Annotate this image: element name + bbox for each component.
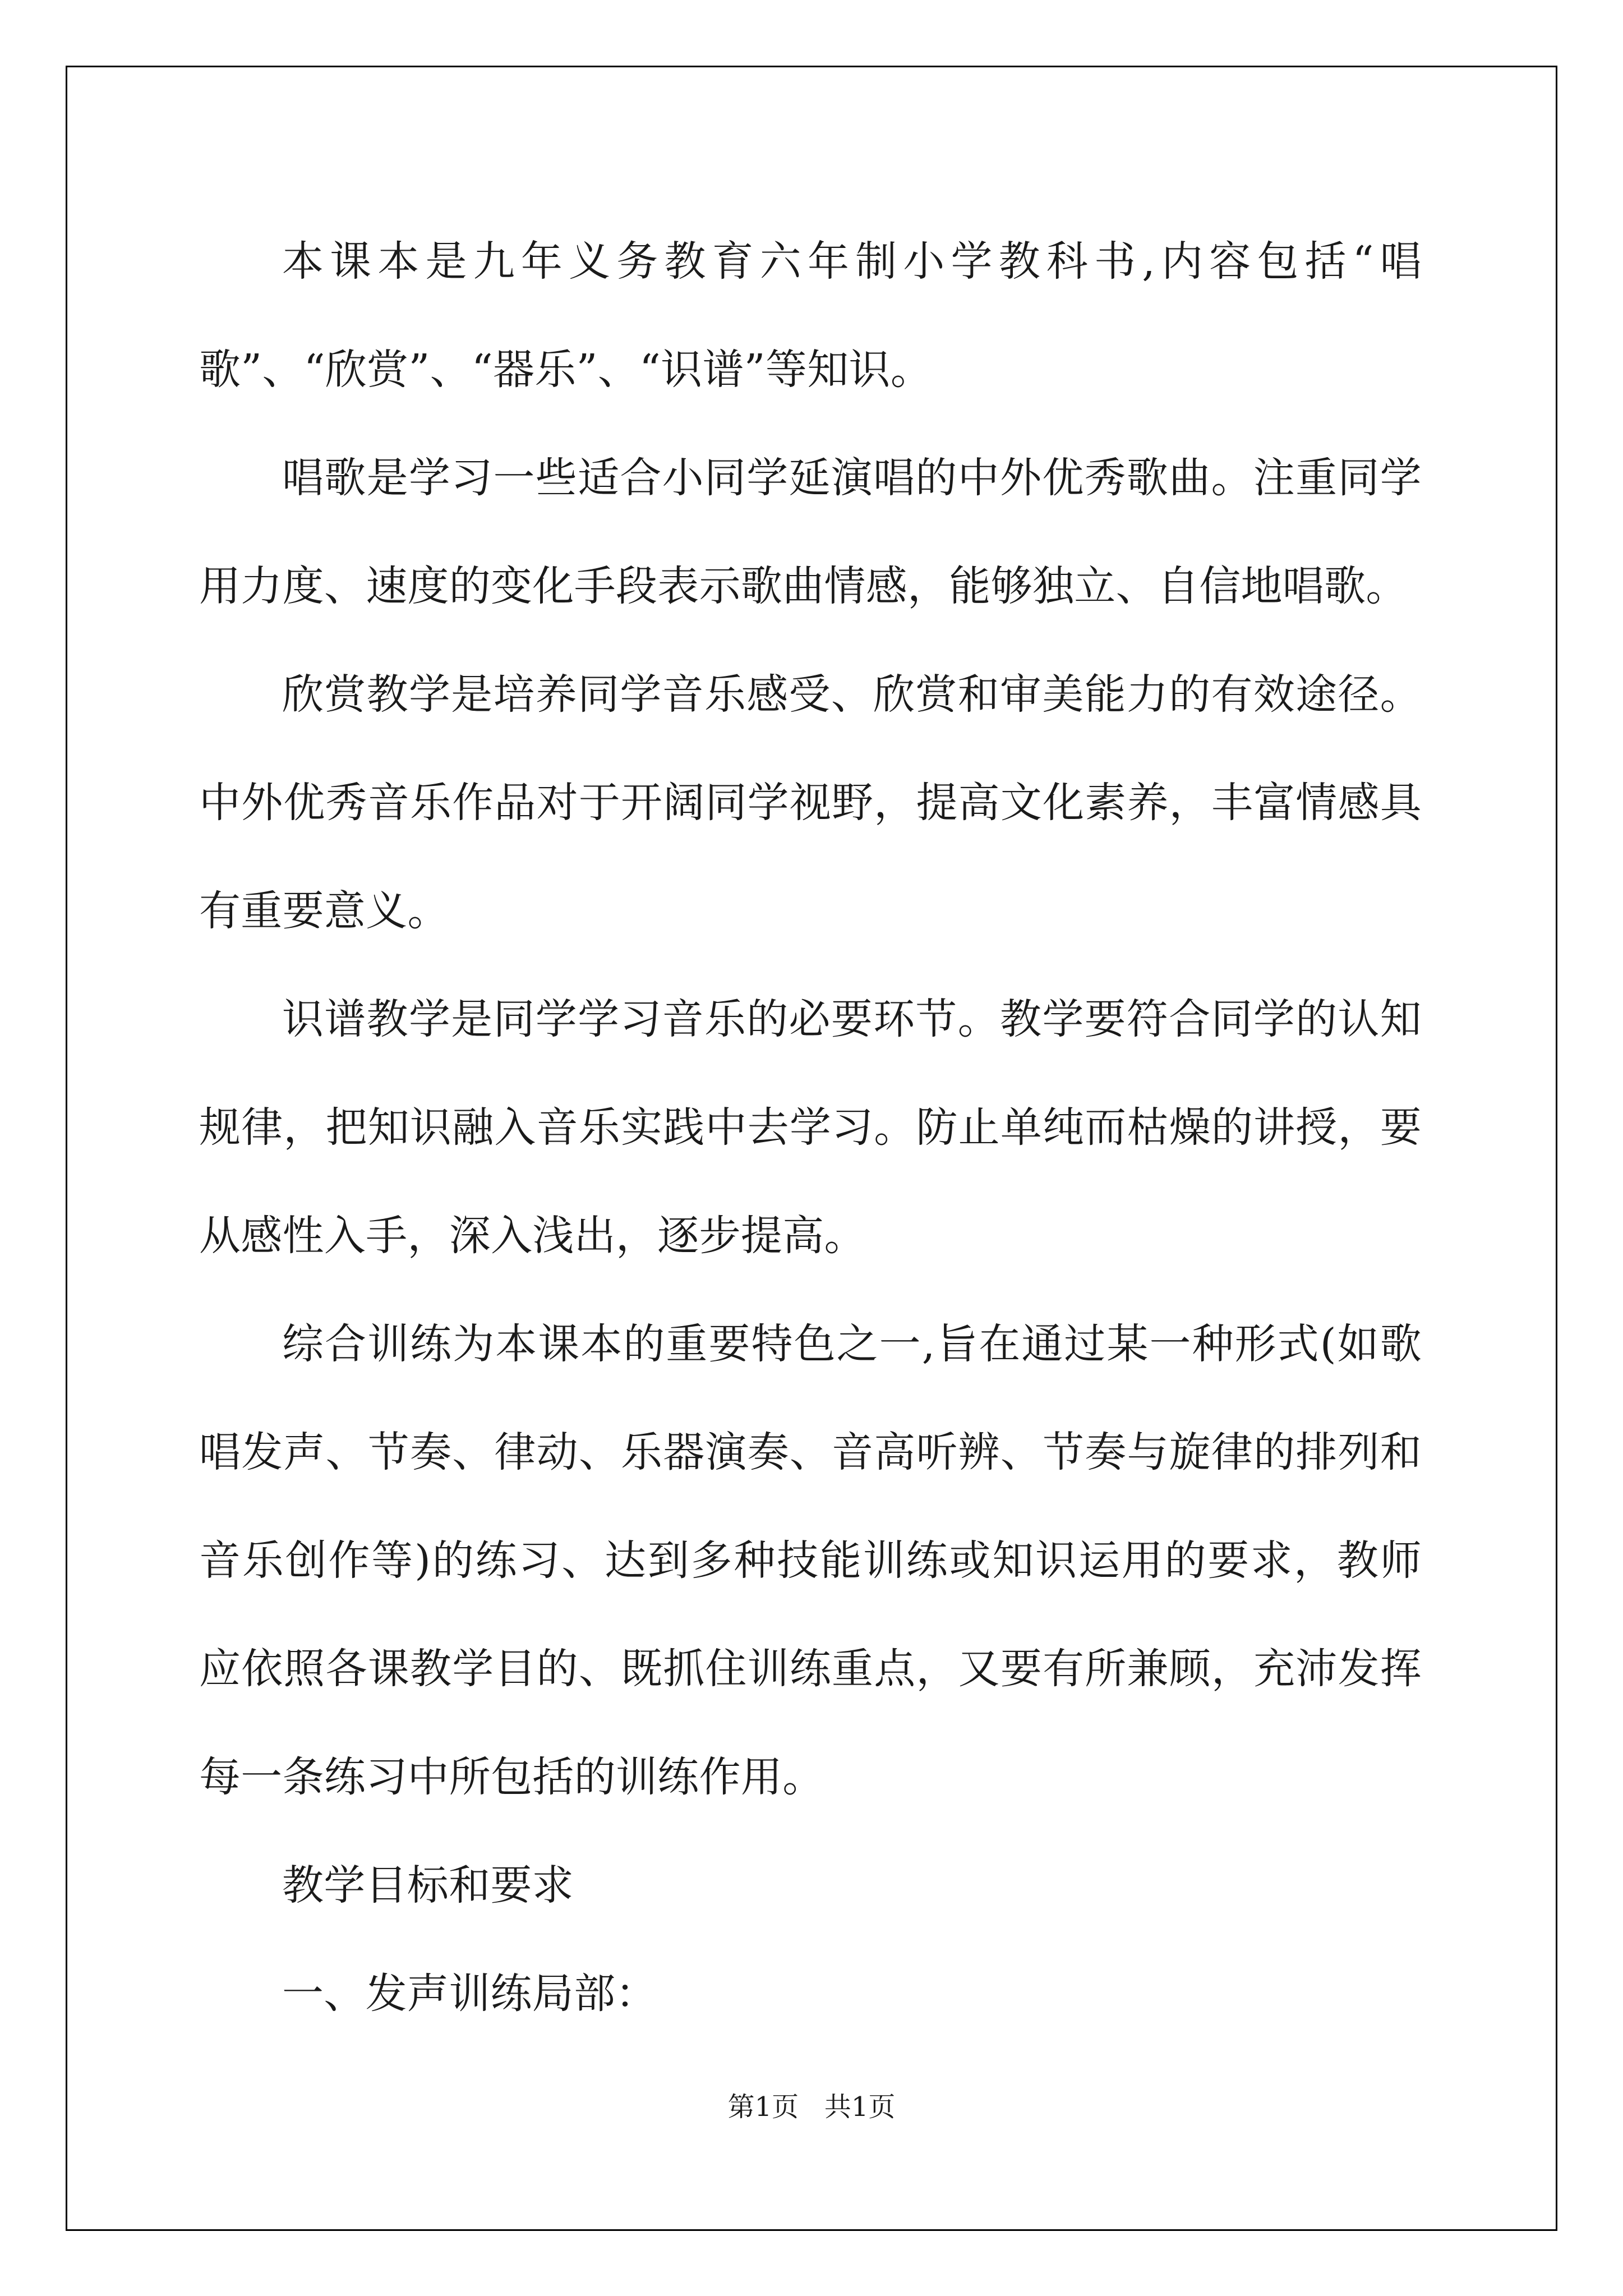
page-footer	[0, 2090, 1623, 2124]
paragraph-comprehensive-training: 综合训练为本课本的重要特色之一,旨在通过某一种形式(如歌唱发声、节奏、律动、乐器演奏、音高听辨、节奏与旋律的排列和音乐创作等)的练习、达到多种技能训练或知识运用的要求，教师应依照各课教学目的、既抓住训练重点，又要有所兼顾，充沛发挥每一条练习中所包括的训练作用。	[199, 1320, 1422, 1801]
paragraph-intro: 本课本是九年义务教育六年制小学教科书,内容包括“唱歌”、“欣赏”、“器乐”、“识谱”等知识。	[199, 237, 1422, 394]
page-total: 共1页	[824, 2091, 896, 2123]
section-heading-vocal-training: 一、发声训练局部：	[282, 1970, 657, 2018]
paragraph-appreciation: 欣赏教学是培养同学音乐感受、欣赏和审美能力的有效途径。中外优秀音乐作品对于开阔同学视野，提高文化素养，丰富情感具有重要意义。	[199, 670, 1422, 935]
paragraph-singing: 唱歌是学习一些适合小同学延演唱的中外优秀歌曲。注重同学用力度、速度的变化手段表示歌曲情感，能够独立、自信地唱歌。	[199, 454, 1422, 610]
paragraph-notation: 识谱教学是同学学习音乐的必要环节。教学要符合同学的认知规律，把知识融入音乐实践中去学习。防止单纯而枯燥的讲授，要从感性入手，深入浅出，逐步提高。	[199, 995, 1422, 1260]
section-heading-goals: 教学目标和要求	[282, 1861, 574, 1910]
document-body	[199, 208, 1422, 2048]
page-number: 第1页	[727, 2091, 799, 2123]
